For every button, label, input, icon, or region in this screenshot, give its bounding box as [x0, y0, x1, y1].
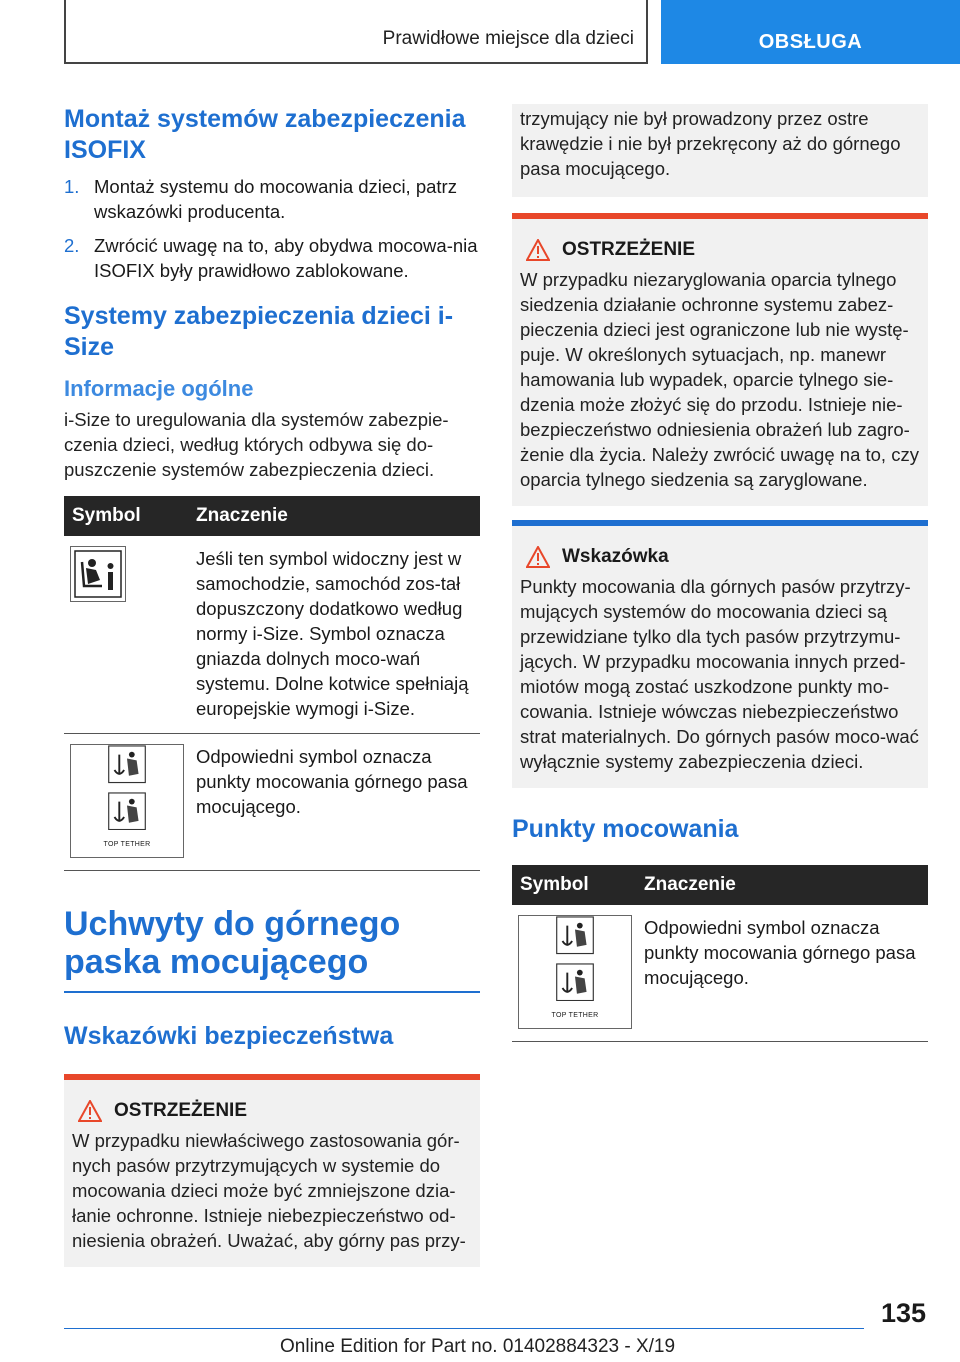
step-text: Zwrócić uwagę na to, aby obydwa mocowa-nia ISOFIX były prawidłowo zablokowane.	[94, 235, 478, 281]
isize-heading: Systemy zabezpieczenia dzieci i-Size	[64, 302, 454, 361]
warning-box	[64, 1074, 480, 1267]
isize-symbol-table	[64, 496, 480, 871]
left-column	[64, 104, 480, 1267]
tether-icon-lower	[555, 963, 595, 1002]
table-header-symbol: Symbol	[64, 496, 188, 536]
step-number: 2.	[64, 235, 80, 256]
hint-box	[512, 520, 928, 788]
safety-heading: Wskazówki bezpieczeństwa	[64, 1022, 394, 1050]
tether-icon-upper	[555, 916, 595, 955]
points-heading: Punkty mocowania	[512, 815, 739, 843]
hint-triangle-icon	[526, 546, 550, 568]
header-frame	[64, 0, 648, 64]
table-row	[512, 905, 928, 1042]
top-tether-icon	[70, 744, 184, 858]
warning-text: W przypadku niezaryglowania oparcia tylnego siedzenia działanie ochronne systemu zabez-pieczenia dzieci jest ograniczone lub nie wystę-puje. W określonych sytuacjach, np. manewr hamowania lub wypadek, oparcie tylnego sie-dzenia może złożyć się do przodu. Istnieje nie-bezpieczeństwo odniesienia obrażeń lub zagro-żenie dla życia. Należy zwrócić uwagę na to, czy oparcia tylnego siedzenia są zaryglowane.	[520, 269, 919, 490]
warning-triangle-icon	[78, 1100, 102, 1122]
top-tether-icon	[518, 915, 632, 1029]
table-cell-meaning: Odpowiedni symbol oznacza punkty mocowania górnego pasa mocującego.	[636, 905, 928, 1042]
general-info-text: i-Size to uregulowania dla systemów zabezpie-czenia dzieci, według których odbywa się do-puszczenie systemów zabezpieczenia dzieci.	[64, 409, 449, 480]
hint-title: Wskazówka	[562, 546, 669, 567]
header-tab-obsluga[interactable]: OBSŁUGA	[661, 0, 960, 64]
footer-divider	[64, 1328, 864, 1329]
table-header-symbol: Symbol	[512, 865, 636, 905]
page-number: 135	[880, 1298, 926, 1328]
warning-title: OSTRZEŻENIE	[562, 239, 696, 260]
table-row	[64, 536, 480, 734]
warning-continuation-text: trzymujący nie był prowadzony przez ostre krawędzie i nie był przekręcony aż do górnego pasa mocującego.	[520, 108, 901, 179]
points-symbol-table	[512, 865, 928, 1042]
right-column	[512, 104, 928, 1042]
table-header-meaning: Znaczenie	[636, 865, 928, 905]
isofix-heading: Montaż systemów zabezpieczenia ISOFIX	[64, 105, 466, 164]
warning-box	[512, 213, 928, 506]
table-cell-meaning: Jeśli ten symbol widoczny jest w samochodzie, samochód zos-tał dopuszczony dodatkowo według normy i-Size. Symbol oznacza gniazda dolnych moco-wań systemu. Dolne kotwice spełniają europejskie wymogi i-Size.	[188, 536, 480, 734]
footer-edition: Online Edition for Part no. 01402884323 - X/19	[280, 1336, 676, 1357]
tether-label: TOP TETHER	[103, 841, 151, 848]
divider	[64, 991, 480, 993]
table-header-meaning: Znaczenie	[188, 496, 480, 536]
tether-icon-lower	[107, 792, 147, 831]
step-item	[64, 233, 480, 283]
warning-title: OSTRZEŻENIE	[114, 1100, 248, 1121]
hint-text: Punkty mocowania dla górnych pasów przytrzy-mujących systemów do mocowania dzieci są przewidziane tylko dla tych pasów przytrzymu-jących. W przypadku mocowania innych przed-miotów mogą zostać uszkodzone punkty mo-cowania. Istnieje wówczas niebezpieczeństwo strat materialnych. Do górnych pasów moco-wać wyłącznie systemy zabezpieczenia dzieci.	[520, 576, 919, 772]
warning-continuation	[512, 104, 928, 197]
step-number: 1.	[64, 176, 80, 197]
tether-icon-upper	[107, 745, 147, 784]
tether-label: TOP TETHER	[551, 1012, 599, 1019]
step-text: Montaż systemu do mocowania dzieci, patrz wskazówki producenta.	[94, 176, 457, 222]
table-row	[64, 734, 480, 871]
warning-text: W przypadku niewłaściwego zastosowania gór-nych pasów przytrzymujących w systemie do mocowania dzieci może być zmniejszone dzia-łanie ochronne. Istnieje niebezpieczeństwo od-niesienia obrażeń. Uważać, aby górny pas przy-	[72, 1130, 466, 1251]
table-cell-meaning: Odpowiedni symbol oznacza punkty mocowania górnego pasa mocującego.	[188, 734, 480, 871]
warning-triangle-icon	[526, 239, 550, 261]
step-item	[64, 174, 480, 224]
isofix-steps	[64, 174, 480, 283]
isize-seat-icon	[70, 546, 126, 602]
header-section-title: Prawidłowe miejsce dla dzieci	[382, 28, 634, 49]
general-info-heading: Informacje ogólne	[64, 376, 254, 401]
tether-heading: Uchwyty do górnego paska mocującego	[64, 905, 401, 981]
